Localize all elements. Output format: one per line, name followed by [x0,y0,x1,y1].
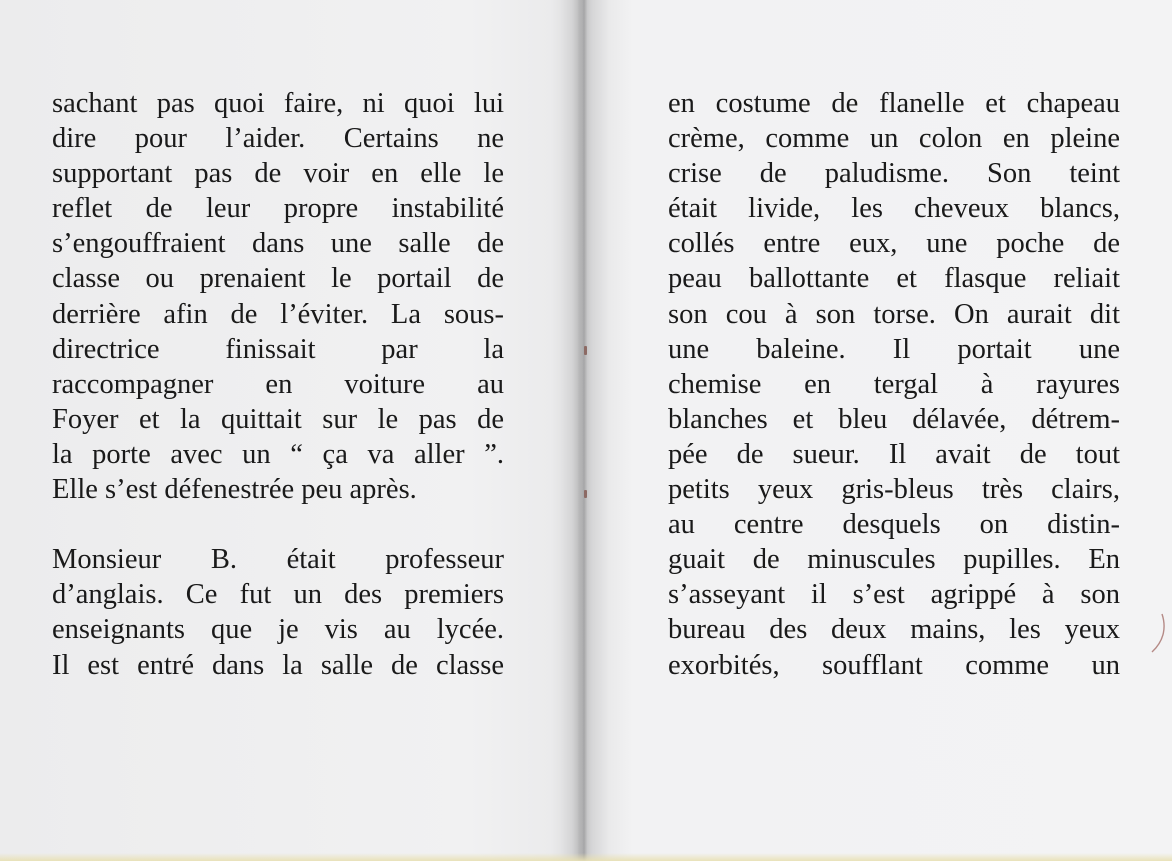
text-line: bureau des deux mains, les yeux [668,614,1120,646]
text-line: petits yeux gris-bleus très clairs, [668,474,1120,506]
left-paragraph-2 [52,542,504,682]
text-line: s’engouffraient dans une salle de [52,228,504,260]
text-line: pée de sueur. Il avait de tout [668,438,1120,470]
text-line: en costume de flanelle et chapeau [668,88,1120,119]
text-line: raccompagner en voiture au [52,368,504,400]
text-line: au centre desquels on distin- [668,509,1120,541]
text-line: classe ou prenaient le portail de [52,263,504,295]
text-line: s’asseyant il s’est agrippé à son [668,579,1120,611]
text-line: crise de paludisme. Son teint [668,158,1120,190]
text-line: la porte avec un “ ça va aller ”. [52,438,504,470]
text-line: supportant pas de voir en elle le [52,158,504,190]
text-line: était livide, les cheveux blancs, [668,193,1120,225]
left-page [52,86,504,683]
right-page [668,86,1120,683]
text-line: guait de minuscules pupilles. En [668,544,1120,576]
text-line: derrière afin de l’éviter. La sous- [52,298,504,330]
paragraph-break [52,507,504,542]
text-line: enseignants que je vis au lycée. [52,614,504,646]
book-gutter [560,0,610,861]
binding-thread-mark [584,490,587,498]
text-line: exorbités, soufflant comme un [668,649,1120,681]
text-line: peau ballottante et flasque reliait [668,263,1120,295]
text-line: Monsieur B. était professeur [52,544,504,576]
text-line: Il est entré dans la salle de classe [52,649,504,681]
text-line: chemise en tergal à rayures [668,368,1120,400]
text-line: dire pour l’aider. Certains ne [52,123,504,155]
text-line: directrice finissait par la [52,333,504,365]
text-line: sachant pas quoi faire, ni quoi lui [52,88,504,119]
pencil-mark [1148,612,1168,656]
text-line: une baleine. Il portait une [668,333,1120,365]
text-line: son cou à son torse. On aurait dit [668,298,1120,330]
text-line: blanches et bleu délavée, détrem- [668,403,1120,435]
text-line: reflet de leur propre instabilité [52,193,504,225]
left-paragraph-1 [52,86,504,507]
text-line: collés entre eux, une poche de [668,228,1120,260]
text-line: d’anglais. Ce fut un des premiers [52,579,504,611]
binding-thread-mark [584,346,587,355]
text-line: crème, comme un colon en pleine [668,123,1120,155]
text-line: Foyer et la quittait sur le pas de [52,403,504,435]
page-bottom-edge [0,853,1172,861]
text-line: Elle s’est défenestrée peu après. [52,474,417,506]
